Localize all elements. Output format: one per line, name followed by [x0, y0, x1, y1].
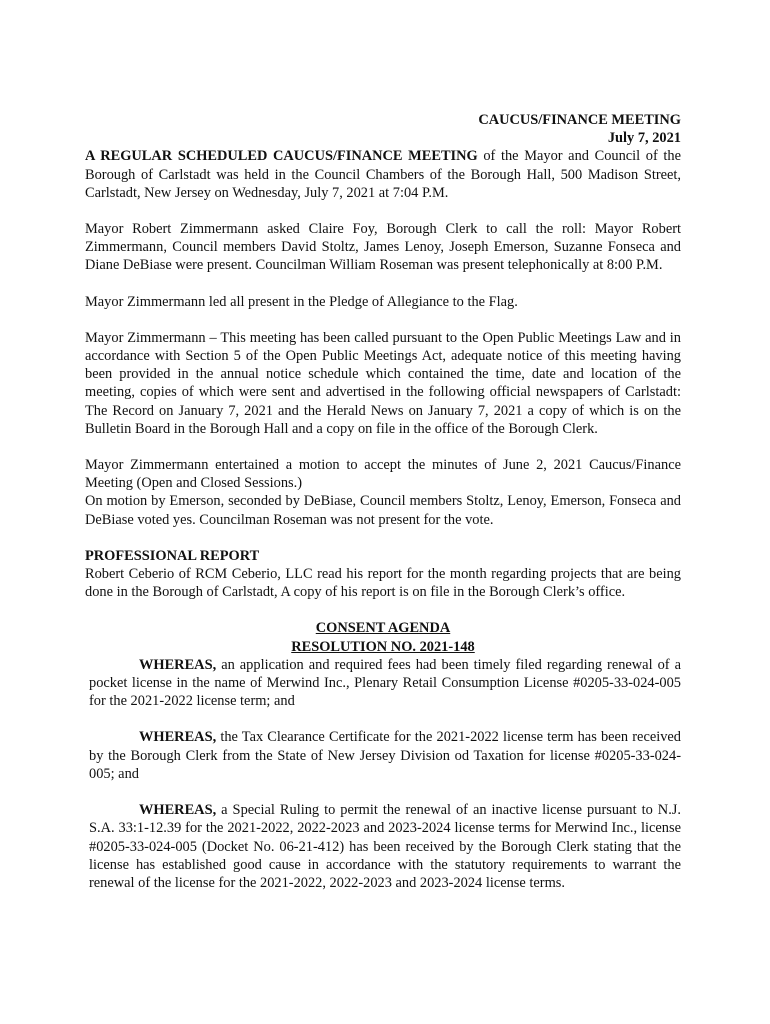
roll-call-paragraph: Mayor Robert Zimmermann asked Claire Foy, Borough Clerk to call the roll: Mayor Robert Zimmermann, Council members David Stoltz, James Lenoy, Joseph Emerson, Suzanne Fonseca and Diane DeBiase were present. Councilman William Roseman was present telephonically at 8:00 P.M.: [85, 221, 681, 274]
whereas-label-3: WHEREAS,: [139, 802, 217, 819]
resolution-number: RESOLUTION NO. 2021-148: [291, 638, 475, 655]
whereas-label-2: WHEREAS,: [139, 729, 217, 746]
whereas-paragraph-2: WHEREAS, the Tax Clearance Certificate for the 2021-2022 license term has been received by the Borough Clerk from the State of New Jersey Division od Taxation for license #0205-33-024-005; and: [89, 729, 681, 782]
whereas-paragraph-1: WHEREAS, an application and required fees had been timely filed regarding renewal of a pocket license in the name of Merwind Inc., Plenary Retail Consumption License #0205-33-024-005 for the 2021-2022 license term; and: [89, 656, 681, 710]
minutes-vote-paragraph: On motion by Emerson, seconded by DeBiase, Council members Stoltz, Lenoy, Emerson, Fonseca and DeBiase voted yes. Councilman Roseman was not present for the vote.: [85, 493, 681, 528]
document-body: [85, 111, 681, 892]
notice-paragraph: Mayor Zimmermann – This meeting has been called pursuant to the Open Public Meetings Law and in accordance with Section 5 of the Open Public Meetings Act, adequate notice of this meeting having been provided in the annual notice schedule which contained the time, date and location of the meeting, copies of which were sent and advertised in the following official newspapers of Carlstadt: The Record on January 7, 2021 and the Herald News on January 7, 2021 a copy of which is on the Bulletin Board in the Borough Hall and a copy on file in the office of the Borough Clerk.: [85, 329, 681, 437]
meeting-date: July 7, 2021: [607, 130, 681, 147]
opening-text: of the Mayor and Council of the Borough of Carlstadt was held in the Council Chambers of the Borough Hall, 500 Madison Street, Carlstadt, New Jersey on Wednesday, July 7, 2021 at 7:04 P.M.: [85, 148, 681, 201]
pledge-paragraph: Mayor Zimmermann led all present in the Pledge of Allegiance to the Flag.: [85, 293, 518, 310]
professional-report-text: Robert Ceberio of RCM Ceberio, LLC read his report for the month regarding projects that are being done in the Borough of Carlstadt, A copy of his report is on file in the Borough Clerk’s office.: [85, 566, 681, 601]
consent-agenda-heading: CONSENT AGENDA: [315, 620, 451, 637]
whereas-label-1: WHEREAS,: [139, 656, 217, 673]
opening-bold: A REGULAR SCHEDULED CAUCUS/FINANCE MEETING: [85, 148, 478, 165]
whereas-paragraph-3: WHEREAS, a Special Ruling to permit the renewal of an inactive license pursuant to N.J. S.A. 33:1-12.39 for the 2021-2022, 2022-2023 and 2023-2024 license terms for Merwind Inc., license #0205-33-024-005 (Docket No. 06-21-412) has been received by the Borough Clerk stating that the license has established good cause in accordance with the statutory requirements to warrant the renewal of the license for the 2021-2022, 2022-2023 and 2023-2024 license terms.: [89, 802, 681, 891]
professional-report-heading: PROFESSIONAL REPORT: [85, 547, 260, 564]
minutes-motion-paragraph: Mayor Zimmermann entertained a motion to accept the minutes of June 2, 2021 Caucus/Finance Meeting (Open and Closed Sessions.): [85, 457, 681, 492]
opening-paragraph: [85, 147, 681, 202]
meeting-title: CAUCUS/FINANCE MEETING: [478, 112, 681, 128]
